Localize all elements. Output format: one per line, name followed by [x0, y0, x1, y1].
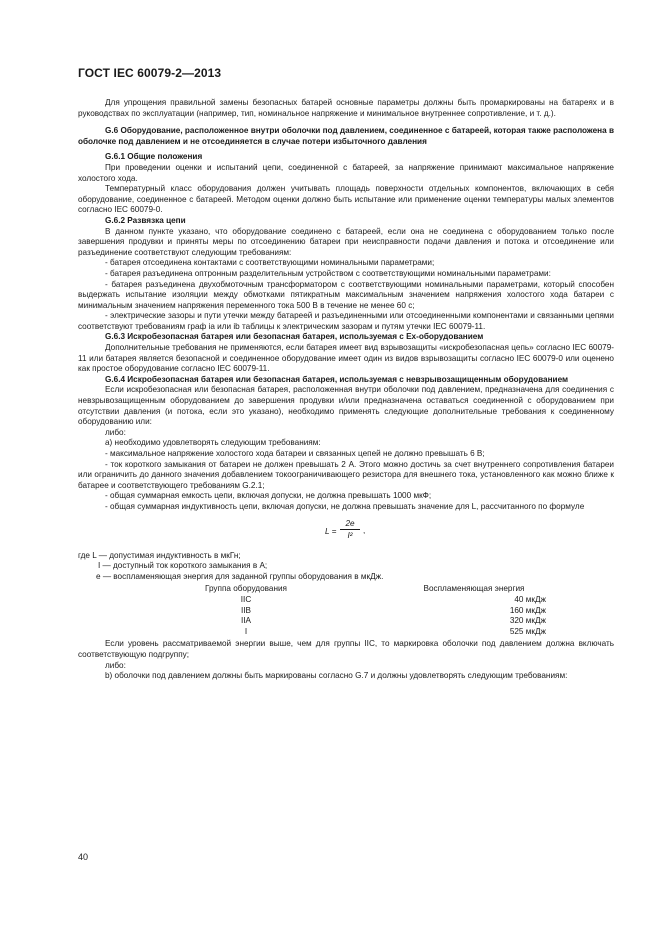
paragraph: Если уровень рассматриваемой энергии выше, чем для группы IIC, то маркировка оболочки под давлением должна включать соответствующую подгруппу; — [78, 639, 614, 659]
formula-definitions — [78, 551, 614, 583]
table-cell: IIA — [240, 616, 251, 626]
table-cell-value: 40 мкДж — [514, 594, 546, 604]
table-header-cell: Группа оборудования — [205, 584, 287, 594]
paragraph: Дополнительные требования не применяются, если батарея имеет вид взрывозащиты «искробезопасная цепь» согласно IEC 60079-11 или батарея является безопасной и соединенное оборудование имеет один из видов взрывозащиты согласно IEC 60079-0 или оценено как простое оборудование согласно IEC 60079-11. — [78, 343, 614, 374]
paragraph: либо: — [105, 660, 126, 670]
formula-numerator: 2e — [340, 519, 360, 530]
paragraph: Для упрощения правильной замены безопасных батарей основные параметры должны быть промаркированы на батареях и в руководствах по эксплуатации (например, тип, номинальное напряжение и минимальное внутреннее сопротивление, и т. д.). — [78, 98, 614, 118]
list-item: - батарея разъединена оптронным разделительным устройством с соответствующими номинальными параметрами: — [105, 268, 551, 278]
table-cell: I — [244, 626, 248, 636]
list-item: - максимальное напряжение холостого хода батареи и связанных цепей не должно превышать 6 В; — [105, 449, 485, 458]
paragraph: В данном пункте указано, что оборудование соединено с батареей, если она не соединена с оборудованием только после завершения продувки и приняты меры по отсоединению батареи при неисправности подачи давления и потока и отсоединение или разъединение соответствуют следующим требованиям: — [78, 226, 614, 257]
list-item: a) необходимо удовлетворять следующим требованиям: — [105, 438, 321, 448]
formula-tail: , — [363, 525, 366, 535]
list-item: b) оболочки под давлением должны быть маркированы согласно G.7 и должны удовлетворять следующим требованиям: — [105, 671, 568, 681]
document-header: ГОСТ IEC 60079-2—2013 — [78, 66, 222, 80]
table-cell-value: 525 мкДж — [509, 626, 546, 636]
table-cell — [374, 595, 574, 606]
ignition-energy-table — [78, 584, 574, 637]
formula-fraction — [340, 519, 360, 541]
table-cell — [374, 616, 574, 627]
table-cell: IIC — [240, 594, 252, 604]
formula-lhs: L = — [325, 526, 337, 536]
list-item: - батарея отсоединена контактами с соответствующими номинальными параметрами; — [105, 258, 435, 268]
paragraph: При проведении оценки и испытаний цепи, соединенной с батареей, за напряжение принимают максимальное напряжение холостого хода. — [78, 162, 614, 183]
paragraph: Если искробезопасная или безопасная батарея, расположенная внутри оболочки под давлением, предназначена для соединения с невзрывозащищенным оборудованием до завершения продувки и/или предназначена оставаться соединенной с оборудованием при отсутствии давления (и потока, если это указано), необходимо применять следующие дополнительные требования к соединенному оборудованию или: — [78, 385, 614, 427]
paragraph: Температурный класс оборудования должен учитывать площадь поверхности отдельных компонентов, включающих в себя оборудование, соединенное с батареей. Методом оценки должно быть испытание или применение оценки температуры малых элементов согласно IEC 60079-0. — [78, 184, 614, 215]
section-heading-g63: G.6.3 Искробезопасная батарея или безопасная батарея, используемая с Ех-оборудованием — [105, 332, 484, 342]
list-item: - ток короткого замыкания от батареи не должен превышать 2 А. Этого можно достичь за счет внутреннего сопротивления батареи или ограничить до данного значения добавлением токоограничивающего резистора для внешнего тока, установленного как можно ближе к батарее и соответствующего требованиям G.2.1; — [78, 459, 614, 490]
table-cell-value: 320 мкДж — [509, 616, 546, 626]
table-header-cell: Воспламеняющая энергия — [423, 584, 525, 594]
inductance-formula — [78, 517, 614, 547]
section-heading-g62: G.6.2 Развязка цепи — [105, 215, 186, 225]
document-body — [78, 98, 614, 682]
list-item: - электрические зазоры и пути утечки между батареей и разъединенными или отсоединенными компонентами и связанными цепями соответствуют требованиям граф ia или ib таблицы к электрическим зазорам и путям утечки IEC 60079-11. — [78, 311, 614, 331]
table-row — [78, 627, 574, 638]
list-item: - общая суммарная емкость цепи, включая допуски, не должна превышать 1000 мкФ; — [105, 491, 432, 501]
page-number: 40 — [78, 852, 89, 862]
table-row — [78, 606, 574, 617]
paragraph: либо: — [105, 427, 126, 437]
list-item: - общая суммарная индуктивность цепи, включая допуски, не должна превышать значение для L, рассчитанного по формуле — [105, 501, 585, 511]
section-heading-g61: G.6.1 Общие положения — [105, 152, 203, 162]
table-cell — [374, 606, 574, 617]
list-item: - батарея разъединена двухобмоточным трансформатором с соответствующими номинальными параметрами, который способен выдержать испытание изоляции между обмотками пятикратным максимальным значением напряжения холостого хода батареи с минимальным значением напряжения переменного тока 500 В в течение не менее 60 с; — [78, 279, 614, 310]
table-cell: IIB — [240, 605, 251, 615]
section-heading-g64: G.6.4 Искробезопасная батарея или безопасная батарея, используемая с невзрывозащищенным оборудованием — [105, 374, 569, 384]
formula-denominator: I² — [347, 530, 353, 540]
table-cell — [374, 627, 574, 638]
definition-line: I — доступный ток короткого замыкания в А; — [98, 561, 268, 571]
table-row — [78, 595, 574, 606]
table-cell-value: 160 мкДж — [509, 605, 546, 615]
table-header-row — [78, 584, 574, 595]
table-row — [78, 616, 574, 627]
definition-line: e — воспламеняющая энергия для заданной группы оборудования в мкДж. — [96, 571, 384, 581]
definition-line: где L — допустимая индуктивность в мкГн; — [78, 550, 241, 560]
section-heading-g6: G.6 Оборудование, расположенное внутри оболочки под давлением, соединенное с батареей, которая также расположена в оболочке под давлением и не отсоединяется в случае потери избыточного давления — [78, 126, 614, 146]
